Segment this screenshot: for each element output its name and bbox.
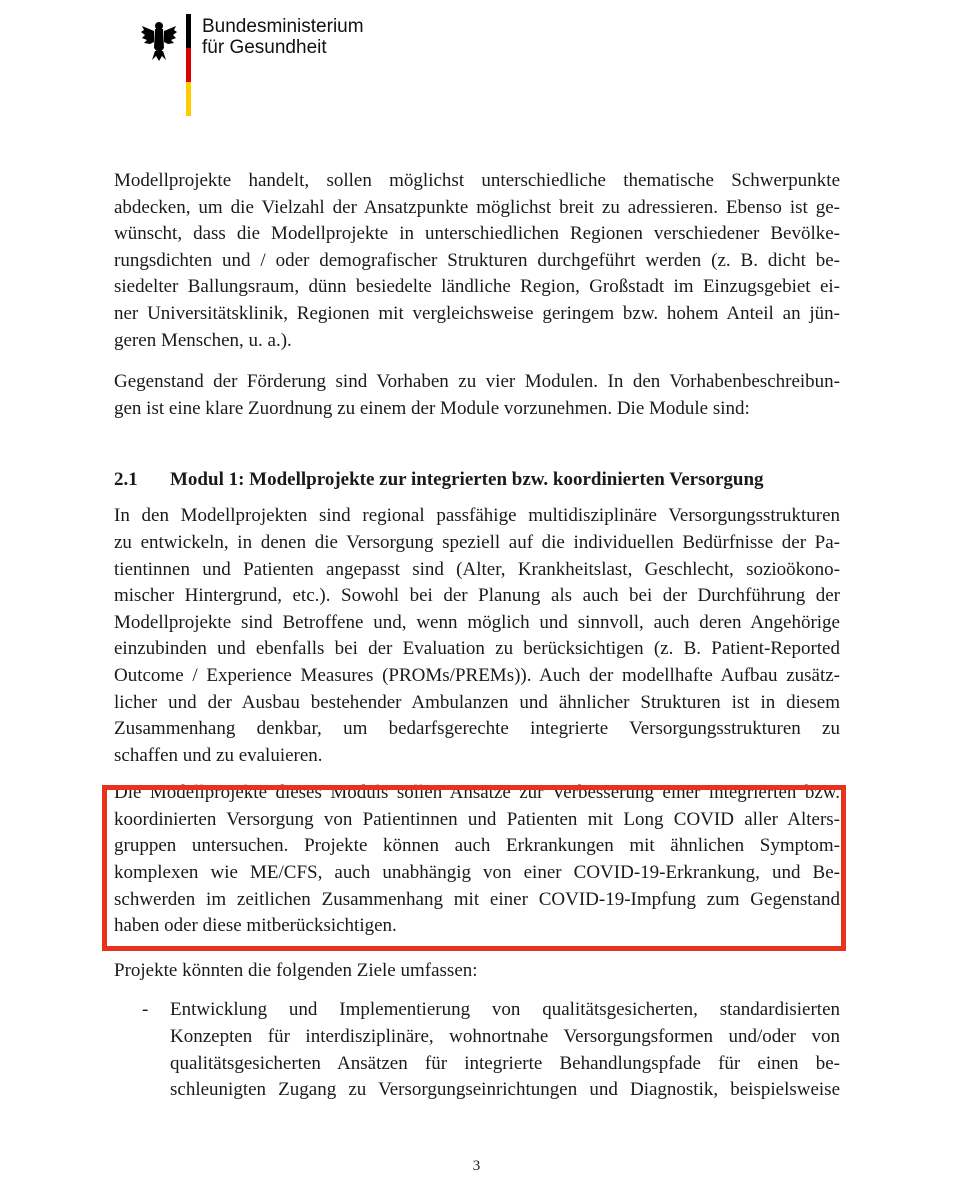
text-line: qualitätsgesicherten Ansätzen für integrierte Behandlungspfade für einen be- [170, 1052, 840, 1074]
ministry-name-line1: Bundesministerium [202, 16, 364, 37]
text-line: schaffen und zu evaluieren. [114, 744, 323, 766]
text-line: zu entwickeln, in denen die Versorgung speziell auf die individuellen Bedürfnisse der Pa- [114, 531, 840, 553]
text-line: ner Universitätsklinik, Regionen mit vergleichsweise geringem bzw. hohem Anteil an jün- [114, 302, 840, 324]
list-item [114, 997, 840, 1103]
highlight-box [102, 785, 846, 951]
text-line: geren Menschen, u. a.). [114, 329, 292, 351]
text-line: Modellprojekte sind Betroffene und, wenn möglich und sinnvoll, auch deren Angehörige [114, 611, 840, 633]
text-line: komplexen wie ME/CFS, auch unabhängig von einer COVID-19-Erkrankung, und Be- [114, 862, 840, 884]
ministry-name-line2: für Gesundheit [202, 37, 327, 58]
text-line: schwerden im zeitlichen Zusammenhang mit einer COVID-19-Impfung zum Gegenstand [114, 888, 840, 910]
section-number: 2.1 [114, 469, 138, 491]
page-number: 3 [472, 1158, 481, 1174]
flag-stripe-gold [186, 82, 191, 116]
list-bullet: - [142, 999, 149, 1021]
text-line: Outcome / Experience Measures (PROMs/PREMs)). Auch der modellhafte Aufbau zusätz- [114, 664, 840, 686]
text-line: In den Modellprojekten sind regional passfähige multidisziplinäre Versorgungsstrukturen [114, 505, 840, 527]
text-line: wünscht, dass die Modellprojekte in unterschiedlichen Regionen verschiedener Bevölke- [114, 223, 840, 245]
section-paragraph [114, 503, 840, 769]
text-line: Zusammenhang denkbar, um bedarfsgerechte integrierte Versorgungsstrukturen zu [114, 718, 840, 740]
section-heading [114, 467, 840, 493]
text-line: gen ist eine klare Zuordnung zu einem der Module vorzunehmen. Die Module sind: [114, 397, 750, 419]
flag-stripe-red [186, 48, 191, 82]
text-line: gruppen untersuchen. Projekte können auch Erkrankungen mit ähnlichen Symptom- [114, 835, 840, 857]
text-line: abdecken, um die Vielzahl der Ansatzpunkte möglichst breit zu adressieren. Ebenso ist ge- [114, 196, 840, 218]
text-line: haben oder diese mitberücksichtigen. [114, 915, 397, 937]
intro-paragraph [114, 168, 840, 354]
german-flag-bar [186, 14, 191, 116]
text-line: Entwicklung und Implementierung von qualitätsgesicherten, standardisierten [170, 999, 840, 1021]
text-line: Modellprojekte handelt, sollen möglichst unterschiedliche thematische Schwerpunkte [114, 170, 840, 191]
ministry-name [202, 16, 364, 58]
text-line: Konzepten für interdisziplinäre, wohnortnahe Versorgungsformen und/oder von [170, 1026, 840, 1048]
text-line: einzubinden und ebenfalls bei der Evaluation zu berücksichtigen (z. B. Patient-Reported [114, 638, 840, 660]
text-line: rungsdichten und / oder demografischer Strukturen durchgeführt werden (z. B. dicht be- [114, 249, 840, 271]
text-line: koordinierten Versorgung von Patientinnen und Patienten mit Long COVID aller Alters- [114, 808, 840, 830]
text-line: tientinnen und Patienten angepasst sind (Alter, Krankheitslast, Geschlecht, sozioökono- [114, 558, 840, 580]
text-line: siedelter Ballungsraum, dünn besiedelte ländliche Region, Großstadt im Einzugsgebiet ei- [114, 276, 840, 298]
document-body [114, 168, 840, 1104]
text-line: mischer Hintergrund, etc.). Sowohl bei der Planung als auch bei der Durchführung der [114, 585, 840, 607]
modules-paragraph [114, 369, 840, 422]
federal-eagle-icon [140, 18, 178, 62]
text-line: Die Modellprojekte dieses Moduls sollen Ansätze zur Verbesserung einer integrierten bzw. [114, 782, 840, 804]
section-title: Modul 1: Modellprojekte zur integrierten bzw. koordinierten Versorgung [170, 469, 764, 491]
text-line: licher und der Ausbau bestehender Ambulanzen und ähnlicher Strukturen ist in diesem [114, 691, 840, 713]
text-line: Projekte könnten die folgenden Ziele umfassen: [114, 959, 478, 981]
flag-stripe-black [186, 14, 191, 48]
text-line: Gegenstand der Förderung sind Vorhaben zu vier Modulen. In den Vorhabenbeschreibun- [114, 371, 840, 393]
goals-intro [114, 958, 840, 985]
text-line: schleunigten Zugang zu Versorgungseinrichtungen und Diagnostik, beispielsweise [170, 1079, 840, 1101]
